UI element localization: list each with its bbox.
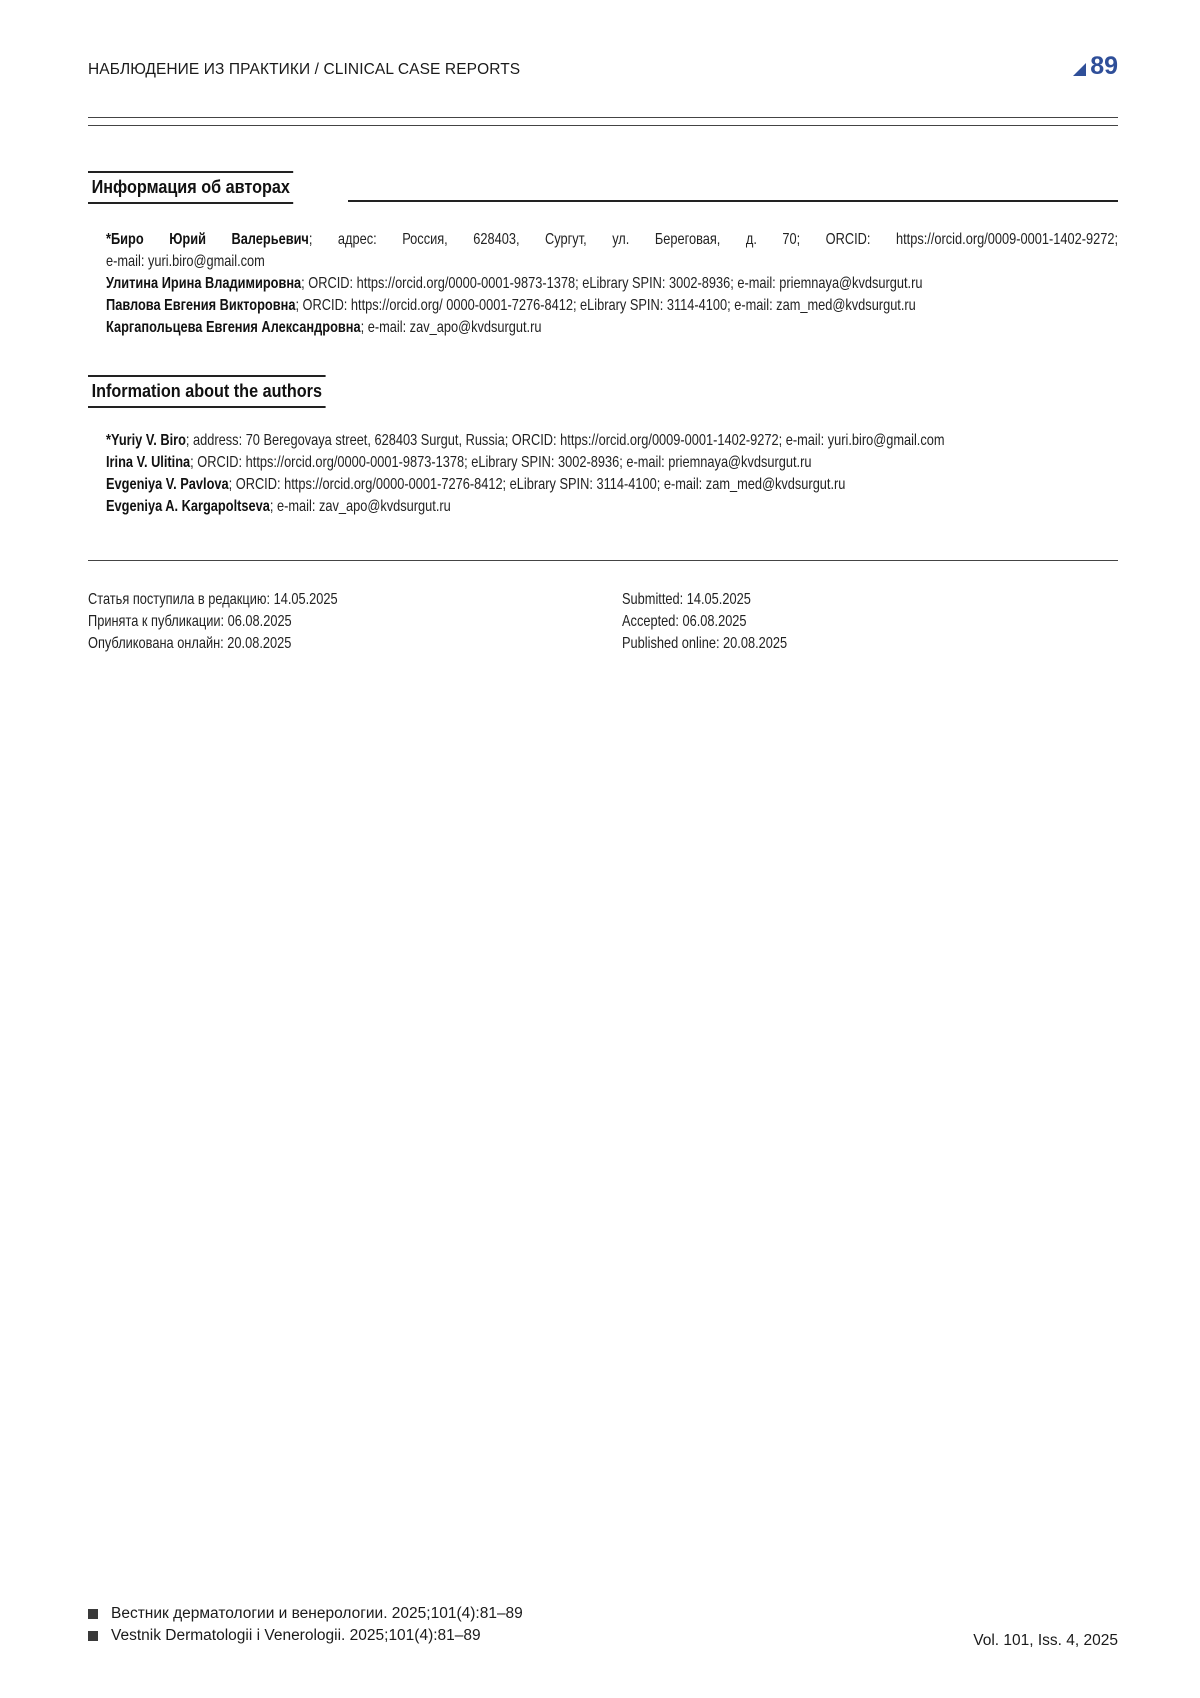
page-number-text: 89 [1090,52,1118,80]
author-details: ; ORCID: https://orcid.org/0000-0001-9873-1378; eLibrary SPIN: 3002-8936; e-mail: priemnaya@kvdsurgut.ru [301,275,923,292]
ru-date-submitted: Статья поступила в редакцию: 14.05.2025 [88,591,338,608]
footer-volume: Vol. 101, Iss. 4, 2025 [973,1632,1118,1649]
author-details: ; e-mail: zav_apo@kvdsurgut.ru [269,498,451,515]
ru-author-1-cont: e-mail: yuri.biro@gmail.com [106,253,265,270]
ru-authors-list [106,229,1118,339]
ru-author-2 [106,273,1118,295]
ru-author-3 [106,295,1118,317]
en-date-published: Published online: 20.08.2025 [622,635,788,652]
en-authors-list [106,430,1118,518]
author-name: *Yuriy V. Biro [106,432,186,449]
author-name: Evgeniya A. Kargapoltseva [106,498,270,515]
en-date-accepted: Accepted: 06.08.2025 [622,613,747,630]
ru-heading-rule [348,200,1118,202]
en-date-submitted: Submitted: 14.05.2025 [622,591,751,608]
ru-authors-heading: Информация об авторах [88,171,294,204]
page-number [1073,52,1118,81]
citation-en-text: Vestnik Dermatologii i Venerologii. 2025;101(4):81–89 [111,1627,481,1644]
ru-date-published: Опубликована онлайн: 20.08.2025 [88,635,292,652]
ru-dates [88,589,400,655]
author-name: Каргапольцева Евгения Александровна [106,319,361,336]
author-details: ; ORCID: https://orcid.org/0000-0001-9873-1378; eLibrary SPIN: 3002-8936; e-mail: priemnaya@kvdsurgut.ru [190,454,812,471]
footer-citation-en [88,1627,481,1645]
dates-divider [88,560,1118,561]
author-name: Irina V. Ulitina [106,454,191,471]
ru-date-accepted: Принята к публикации: 06.08.2025 [88,613,292,630]
en-dates [622,589,828,655]
bullet-square-icon [88,1609,98,1619]
author-name: Evgeniya V. Pavlova [106,476,229,493]
bullet-square-icon [88,1631,98,1641]
author-details: ; e-mail: zav_apo@kvdsurgut.ru [360,319,542,336]
author-name: Павлова Евгения Викторовна [106,297,296,314]
en-authors-heading: Information about the authors [88,375,326,408]
citation-ru-text: Вестник дерматологии и венерологии. 2025;101(4):81–89 [111,1605,523,1622]
en-author-1 [106,430,1118,452]
author-details: ; адрес: Россия, 628403, Сургут, ул. Береговая, д. 70; ORCID: https://orcid.org/0009-0001-1402-9272; [308,231,1118,248]
author-details: ; address: 70 Beregovaya street, 628403 Surgut, Russia; ORCID: https://orcid.org/0009-0001-1402-9272; e-mail: yuri.biro@gmail.com [185,432,945,449]
header-rule-bottom [88,125,1118,126]
en-author-2 [106,452,1118,474]
en-author-3 [106,474,1118,496]
running-header-section: НАБЛЮДЕНИЕ ИЗ ПРАКТИКИ / CLINICAL CASE REPORTS [88,61,521,78]
footer-citation-ru [88,1605,523,1623]
ru-author-4 [106,317,1118,339]
author-details: ; ORCID: https://orcid.org/ 0000-0001-7276-8412; eLibrary SPIN: 3114-4100; e-mail: zam_med@kvdsurgut.ru [295,297,916,314]
author-name: *Биро Юрий Валерьевич [106,231,309,248]
page-triangle-icon [1073,63,1086,76]
ru-author-1 [106,229,1118,251]
en-author-4 [106,496,1118,518]
author-name: Улитина Ирина Владимировна [106,275,302,292]
header-rule-top [88,117,1118,118]
author-details: ; ORCID: https://orcid.org/0000-0001-7276-8412; eLibrary SPIN: 3114-4100; e-mail: zam_med@kvdsurgut.ru [228,476,846,493]
